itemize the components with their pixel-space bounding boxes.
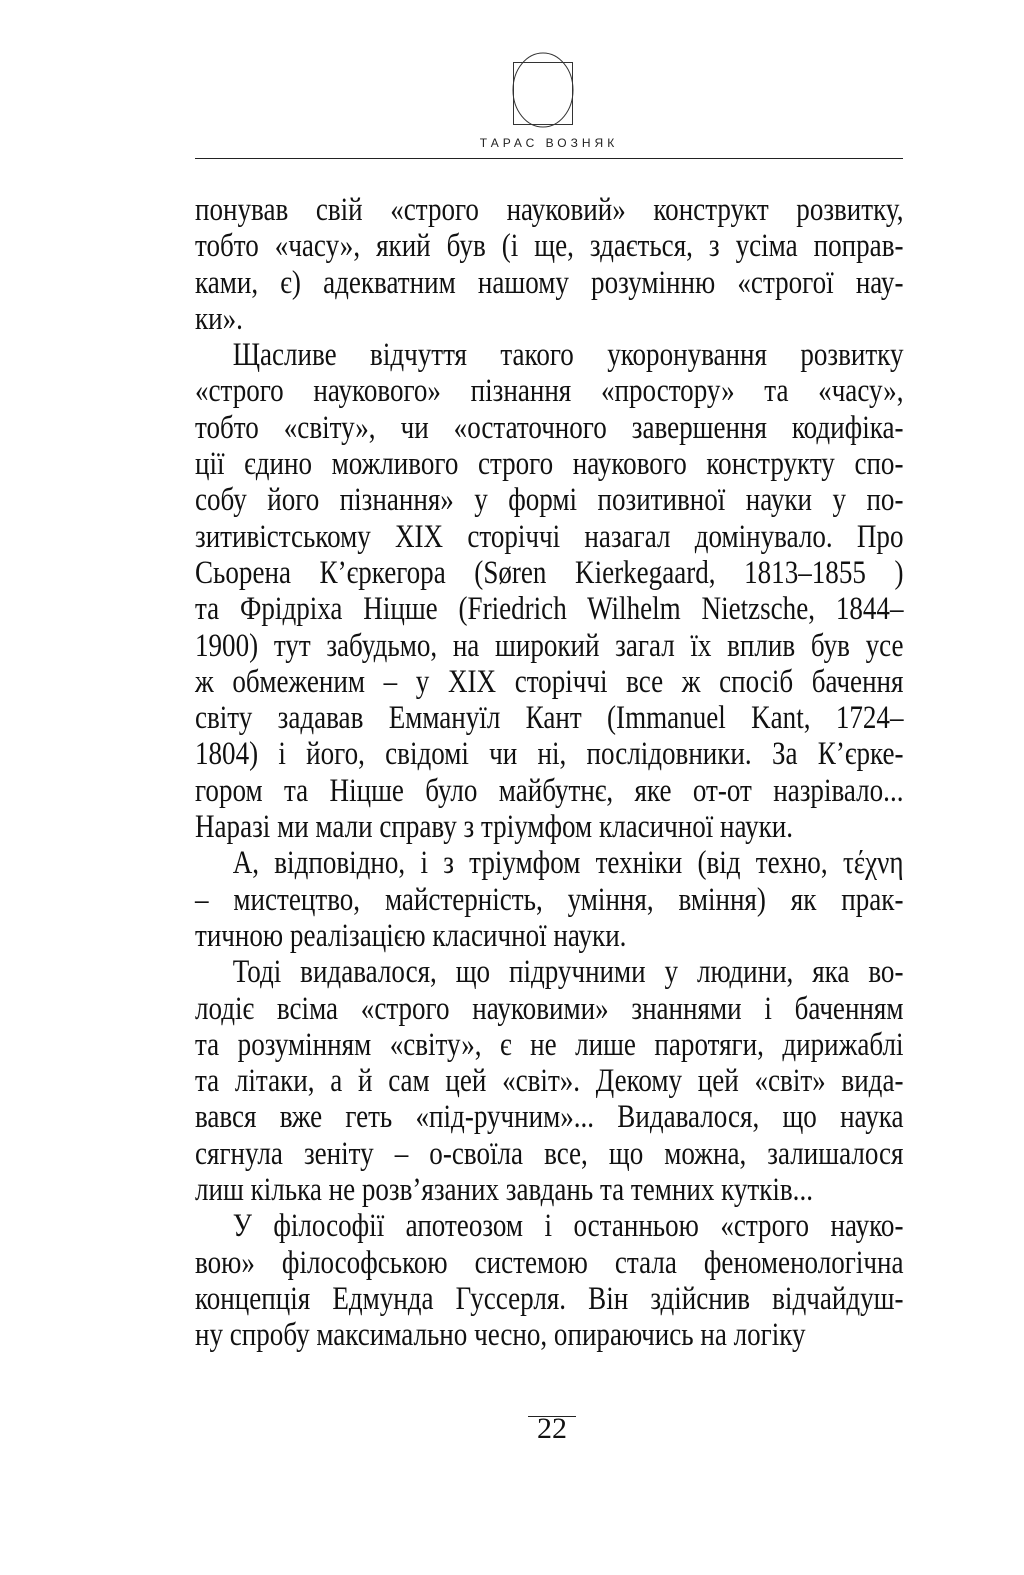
text-line-content: тобто «світу», чи «остаточного завершення кодифіка- xyxy=(195,409,904,446)
text-line xyxy=(195,1027,903,1063)
text-line-content: тобто «часу», який був (і ще, здається, з усіма поправ- xyxy=(195,228,904,265)
paragraph xyxy=(195,1208,903,1353)
text-line-content: вою» філософською системою стала феноменологічна xyxy=(195,1244,904,1281)
text-line xyxy=(195,882,903,918)
text-line xyxy=(195,337,903,373)
text-line xyxy=(195,736,903,772)
header-rule xyxy=(195,158,903,159)
text-line xyxy=(195,228,903,264)
page-body xyxy=(195,192,903,1354)
text-line xyxy=(195,918,903,954)
text-line-content: ну спробу максимально чесно, опираючись на логіку xyxy=(195,1317,806,1354)
text-line-content: собу його пізнання» у формі позитивної науки у по- xyxy=(195,482,904,519)
text-line-content: ції єдино можливого строго наукового конструкту спо- xyxy=(195,446,904,483)
text-line-content: тичною реалізацією класичної науки. xyxy=(195,917,627,954)
text-line xyxy=(195,1136,903,1172)
paragraph xyxy=(195,954,903,1208)
text-line xyxy=(195,1317,903,1353)
text-line-content: 1804) і його, свідомі чи ні, послідовники. За К’єрке- xyxy=(195,736,904,773)
text-line-content: зитивістському XIX сторіччі назагал домінувало. Про xyxy=(195,518,904,555)
paragraph xyxy=(195,337,903,845)
text-line xyxy=(195,373,903,409)
text-line xyxy=(195,265,903,301)
text-line xyxy=(195,591,903,627)
text-line-content: ками, є) адекватним нашому розумінню «строгої нау- xyxy=(195,264,904,301)
text-line-content: вався вже геть «під-ручним»... Видавалося, що наука xyxy=(195,1099,904,1136)
text-line-content: лиш кілька не розв’язаних завдань та темних кутків... xyxy=(195,1172,813,1209)
text-line-content: ж обмеженим – у XIX сторіччі все ж спосіб бачення xyxy=(195,663,904,700)
text-line-content: У філософії апотеозом і останньою «строго науко- xyxy=(232,1208,904,1245)
text-line-content: та літаки, а й сам цей «світ». Декому цей «світ» вида- xyxy=(195,1063,904,1100)
text-line xyxy=(195,1245,903,1281)
text-line-content: та розумінням «світу», є не лише паротяги, дирижаблі xyxy=(195,1026,904,1063)
text-line-content: понував свій «строго науковий» конструкт розвитку, xyxy=(195,192,904,228)
text-line xyxy=(195,446,903,482)
text-line-content: «строго наукового» пізнання «простору» та «часу», xyxy=(195,373,904,410)
text-line-content: сягнула зеніту – о-своїла все, що можна, залишалося xyxy=(195,1135,904,1172)
text-line xyxy=(195,664,903,700)
text-line xyxy=(195,773,903,809)
text-line xyxy=(195,1099,903,1135)
text-line xyxy=(195,845,903,881)
text-line-content: світу задавав Еммануїл Кант (Immanuel Kant, 1724– xyxy=(195,700,904,737)
text-line xyxy=(195,809,903,845)
text-line xyxy=(195,519,903,555)
text-line-content: лодіє всіма «строго науковими» знаннями і баченням xyxy=(195,990,904,1027)
page-number: 22 xyxy=(537,1412,567,1445)
text-line xyxy=(195,954,903,990)
text-line-content: Сьорена К’єркегора (Søren Kierkegaard, 1813–1855 ) xyxy=(195,554,904,591)
text-line xyxy=(195,700,903,736)
paragraph xyxy=(195,192,903,337)
text-line-content: Наразі ми мали справу з тріумфом класичної науки. xyxy=(195,809,794,846)
circle-square-logo-icon xyxy=(505,48,581,130)
text-line-content: та Фрідріха Ніцше (Friedrich Wilhelm Nietzsche, 1844– xyxy=(195,591,904,628)
paragraph xyxy=(195,845,903,954)
text-line xyxy=(195,628,903,664)
text-line-content: – мистецтво, майстерність, уміння, вміння) як прак- xyxy=(195,881,904,918)
text-line xyxy=(195,1281,903,1317)
text-line-content: ки». xyxy=(195,300,243,337)
text-line-content: А, відповідно, і з тріумфом техніки (від техно, τέχνη xyxy=(232,845,904,882)
text-line-content: Тоді видавалося, що підручними у людини, яка во- xyxy=(232,954,904,991)
text-line xyxy=(195,482,903,518)
text-line xyxy=(195,410,903,446)
text-line-content: Щасливе відчуття такого укоронування розвитку xyxy=(232,337,904,374)
text-line xyxy=(195,192,903,228)
text-line-content: гором та Ніцше було майбутнє, яке от-от назрівало... xyxy=(195,772,904,809)
text-line xyxy=(195,1172,903,1208)
text-line xyxy=(195,555,903,591)
running-header-author: ТАРАС ВОЗНЯК xyxy=(479,136,619,150)
text-line xyxy=(195,1208,903,1244)
text-line xyxy=(195,301,903,337)
text-line-content: концепція Едмунда Гуссерля. Він здійснив відчайдуш- xyxy=(195,1280,904,1317)
text-line xyxy=(195,991,903,1027)
text-line xyxy=(195,1063,903,1099)
text-line-content: 1900) тут забудьмо, на широкий загал їх вплив був усе xyxy=(195,627,904,664)
